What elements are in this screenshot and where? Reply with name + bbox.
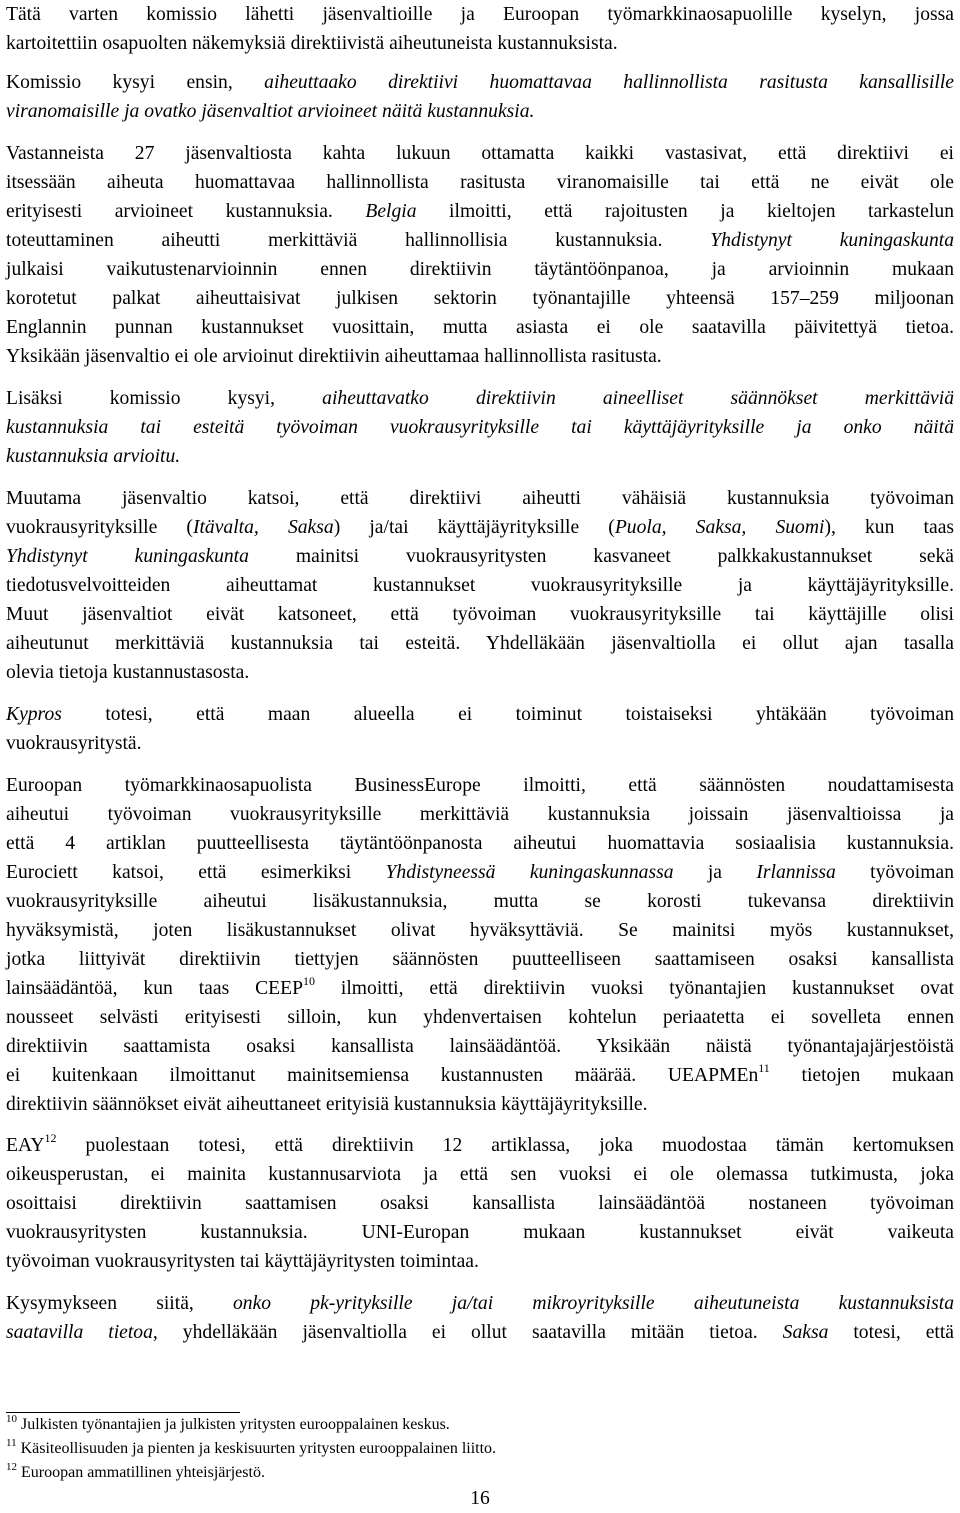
footnote-ref: 12 xyxy=(44,1131,57,1145)
text-span: Kysymykseen siitä, xyxy=(6,1293,233,1314)
footnote xyxy=(6,1462,265,1484)
paragraph-3 xyxy=(6,139,954,371)
text-line: Yksikään jäsenvaltio ei ole arvioinut direktiivin aiheuttamaa hallinnollista rasitusta. xyxy=(6,346,662,367)
text-line xyxy=(6,226,954,255)
text-span: työvoiman xyxy=(835,862,954,883)
text-line xyxy=(6,68,954,97)
footnote-text: Julkisten työnantajien ja julkisten yritysten eurooppalainen keskus. xyxy=(21,1416,450,1433)
text-line: että 4 artiklan puutteellisesta täytäntöönpanosta aiheutui huomattavia sosiaalisia kustannuksia. xyxy=(6,833,954,854)
text-line: nousseet selvästi erityisesti silloin, kun yhdenvertaisen kohtelun periaatetta ei sovelleta ennen xyxy=(6,1007,954,1028)
paragraph-7 xyxy=(6,771,954,1119)
text-span: Lisäksi komissio kysyi, xyxy=(6,388,323,409)
italic-span: onko pk-yrityksille ja/tai mikroyrityksille aiheutuneista kustannuksista xyxy=(233,1293,954,1314)
text-span: EAY xyxy=(6,1135,45,1156)
text-line xyxy=(6,197,954,226)
paragraph-6 xyxy=(6,700,954,758)
text-line: Vastanneista 27 jäsenvaltiosta kahta lukuun ottamatta kaikki vastasivat, että direktiivi ei xyxy=(6,143,954,164)
text-span: totesi, että xyxy=(828,1322,954,1343)
text-line: Tätä varten komissio lähetti jäsenvaltioille ja Euroopan työmarkkinaosapuolille kyselyn, jossa xyxy=(6,4,954,25)
text-span: tietojen mukaan xyxy=(769,1065,954,1086)
text-span: Komissio kysyi ensin, xyxy=(6,72,265,93)
text-span: erityisesti arvioineet kustannuksia. xyxy=(6,201,366,222)
text-line xyxy=(6,384,954,413)
text-line: direktiivin saattamista osaksi kansallista lainsäädäntöä. Yksikään näistä työnantajajärjestöistä xyxy=(6,1036,954,1057)
text-line: Muutama jäsenvaltio katsoi, että direktiivi aiheutti vähäisiä kustannuksia työvoiman xyxy=(6,488,954,509)
italic-span: aiheuttavatko direktiivin aineelliset säännökset merkittäviä xyxy=(322,388,954,409)
text-line xyxy=(6,413,954,442)
italic-span: Itävalta, Saksa xyxy=(192,517,334,538)
text-line xyxy=(6,97,954,126)
text-span: ei kuitenkaan ilmoittanut mainitsemiensa kustannusten määrää. UEAPMEn xyxy=(6,1065,759,1086)
text-span: mainitsi vuokrausyritysten kasvaneet palkkakustannukset sekä xyxy=(248,546,954,567)
text-line: kartoitettiin osapuolten näkemyksiä direktiivistä aiheutuneista kustannuksista. xyxy=(6,33,618,54)
text-line: hyväksymistä, joten lisäkustannukset olivat hyväksyttäviä. Se mainitsi myös kustannukset, xyxy=(6,920,954,941)
footnote-number: 12 xyxy=(6,1461,17,1473)
text-line: työvoiman vuokrausyritysten tai käyttäjäyritysten toimintaa. xyxy=(6,1251,479,1272)
italic-span: Belgia xyxy=(365,201,417,222)
text-line xyxy=(6,542,954,571)
text-line: korotetut palkat aiheuttaisivat julkisen sektorin työnantajille yhteensä 157–259 miljoonan xyxy=(6,288,954,309)
italic-span: Yhdistynyt kuningaskunta xyxy=(710,230,954,251)
italic-span: aiheuttaako direktiivi huomattavaa hallinnollista rasitusta kansallisille xyxy=(264,72,954,93)
text-line: vuokrausyritysten kustannuksia. UNI-Europan mukaan kustannukset eivät vaikeuta xyxy=(6,1222,954,1243)
text-line xyxy=(6,513,954,542)
text-line: direktiivin säännökset eivät aiheuttaneet erityisiä kustannuksia käyttäjäyrityksille. xyxy=(6,1094,648,1115)
text-span: ) ja/tai käyttäjäyrityksille ( xyxy=(333,517,615,538)
text-line xyxy=(6,1318,954,1347)
text-span: lainsäädäntöä, kun taas CEEP xyxy=(6,978,303,999)
text-line: Muut jäsenvaltiot eivät katsoneet, että työvoiman vuokrausyrityksille tai käyttäjille olisi xyxy=(6,604,954,625)
text-line: osoittaisi direktiivin saattamisen osaksi kansallista lainsäädäntöä nostaneen työvoiman xyxy=(6,1193,954,1214)
text-line: oikeusperustan, ei mainita kustannusarviota ja että sen vuoksi ei ole olemassa tutkimusta, joka xyxy=(6,1164,954,1185)
text-line: aiheutunut merkittäviä kustannuksia tai esteitä. Yhdelläkään jäsenvaltiolla ei ollut ajan tasalla xyxy=(6,633,954,654)
text-line: Euroopan työmarkkinaosapuolista BusinessEurope ilmoitti, että säännösten noudattamisesta xyxy=(6,775,954,796)
footnote xyxy=(6,1438,496,1460)
text-span: Eurociett katsoi, että esimerkiksi xyxy=(6,862,386,883)
paragraph-4 xyxy=(6,384,954,471)
footnote-number: 10 xyxy=(6,1413,17,1425)
text-line xyxy=(6,1061,954,1090)
text-span: ilmoitti, että direktiivin vuoksi työnantajien kustannukset ovat xyxy=(315,978,954,999)
text-line: julkaisi vaikutustenarvioinnin ennen direktiivin täytäntöönpanoa, ja arvioinnin mukaan xyxy=(6,259,954,280)
text-line xyxy=(6,858,954,887)
text-line xyxy=(6,974,954,1003)
paragraph-5 xyxy=(6,484,954,687)
text-span: ja xyxy=(673,862,757,883)
footnote-text: Euroopan ammatillinen yhteisjärjestö. xyxy=(21,1464,265,1481)
text-line xyxy=(6,1289,954,1318)
text-span: ilmoitti, että rajoitusten ja kieltojen tarkastelun xyxy=(416,201,954,222)
text-line: jotka liittyivät direktiivin tiettyjen säännösten puutteelliseen saattamiseen osaksi kansallista xyxy=(6,949,954,970)
text-line: itsessään aiheuta huomattavaa hallinnollista rasitusta viranomaisille tai että ne eivät ole xyxy=(6,172,954,193)
italic-span: kustannuksia tai esteitä työvoiman vuokrausyrityksille tai käyttäjäyrityksille ja onko näitä xyxy=(6,417,954,438)
text-line xyxy=(6,1131,954,1160)
text-span: puolestaan totesi, että direktiivin 12 artiklassa, joka muodostaa tämän kertomuksen xyxy=(56,1135,954,1156)
paragraph-9 xyxy=(6,1289,954,1347)
page-number: 16 xyxy=(470,1488,490,1509)
footnote-number: 11 xyxy=(6,1437,17,1449)
text-span: toteuttaminen aiheutti merkittäviä hallinnollisia kustannuksia. xyxy=(6,230,711,251)
italic-span: Yhdistynyt kuningaskunta xyxy=(6,546,249,567)
text-line xyxy=(6,442,954,471)
footnote-ref: 10 xyxy=(303,974,315,988)
text-line: vuokrausyritystä. xyxy=(6,733,142,754)
text-line: vuokrausyrityksille aiheutui lisäkustannuksia, mutta se korosti tukevansa direktiivin xyxy=(6,891,954,912)
text-line: aiheutui työvoiman vuokrausyrityksille merkittäviä kustannuksia joissain jäsenvaltioissa ja xyxy=(6,804,954,825)
italic-span: viranomaisille ja ovatko jäsenvaltiot arvioineet näitä kustannuksia. xyxy=(6,101,535,122)
footnote-ref: 11 xyxy=(758,1061,770,1075)
italic-span: Saksa xyxy=(782,1322,829,1343)
text-line xyxy=(6,700,954,729)
text-span: totesi, että maan alueella ei toiminut toistaiseksi yhtäkään työvoiman xyxy=(61,704,954,725)
italic-span: saatavilla tietoa xyxy=(6,1322,153,1343)
footnote xyxy=(6,1414,450,1436)
text-line: olevia tietoja kustannustasosta. xyxy=(6,662,250,683)
italic-span: Yhdistyneessä kuningaskunnassa xyxy=(385,862,674,883)
paragraph-8 xyxy=(6,1131,954,1276)
text-span: ), kun taas xyxy=(824,517,955,538)
text-span: vuokrausyrityksille ( xyxy=(6,517,193,538)
italic-span: kustannuksia arvioitu. xyxy=(6,446,181,467)
text-line: Englannin punnan kustannukset vuosittain, mutta asiasta ei ole saatavilla päivitettyä tietoa. xyxy=(6,317,954,338)
text-span: , yhdelläkään jäsenvaltiolla ei ollut saatavilla mitään tietoa. xyxy=(152,1322,783,1343)
footnote-divider xyxy=(6,1412,240,1413)
italic-span: Irlannissa xyxy=(756,862,836,883)
text-line: tiedotusvelvoitteiden aiheuttamat kustannukset vuokrausyrityksille ja käyttäjäyrityksille. xyxy=(6,575,954,596)
paragraph-1 xyxy=(6,0,954,58)
paragraph-2 xyxy=(6,68,954,126)
italic-span: Kypros xyxy=(6,704,62,725)
italic-span: Puola, Saksa, Suomi xyxy=(614,517,825,538)
footnote-text: Käsiteollisuuden ja pienten ja keskisuurten yritysten eurooppalainen liitto. xyxy=(20,1440,497,1457)
